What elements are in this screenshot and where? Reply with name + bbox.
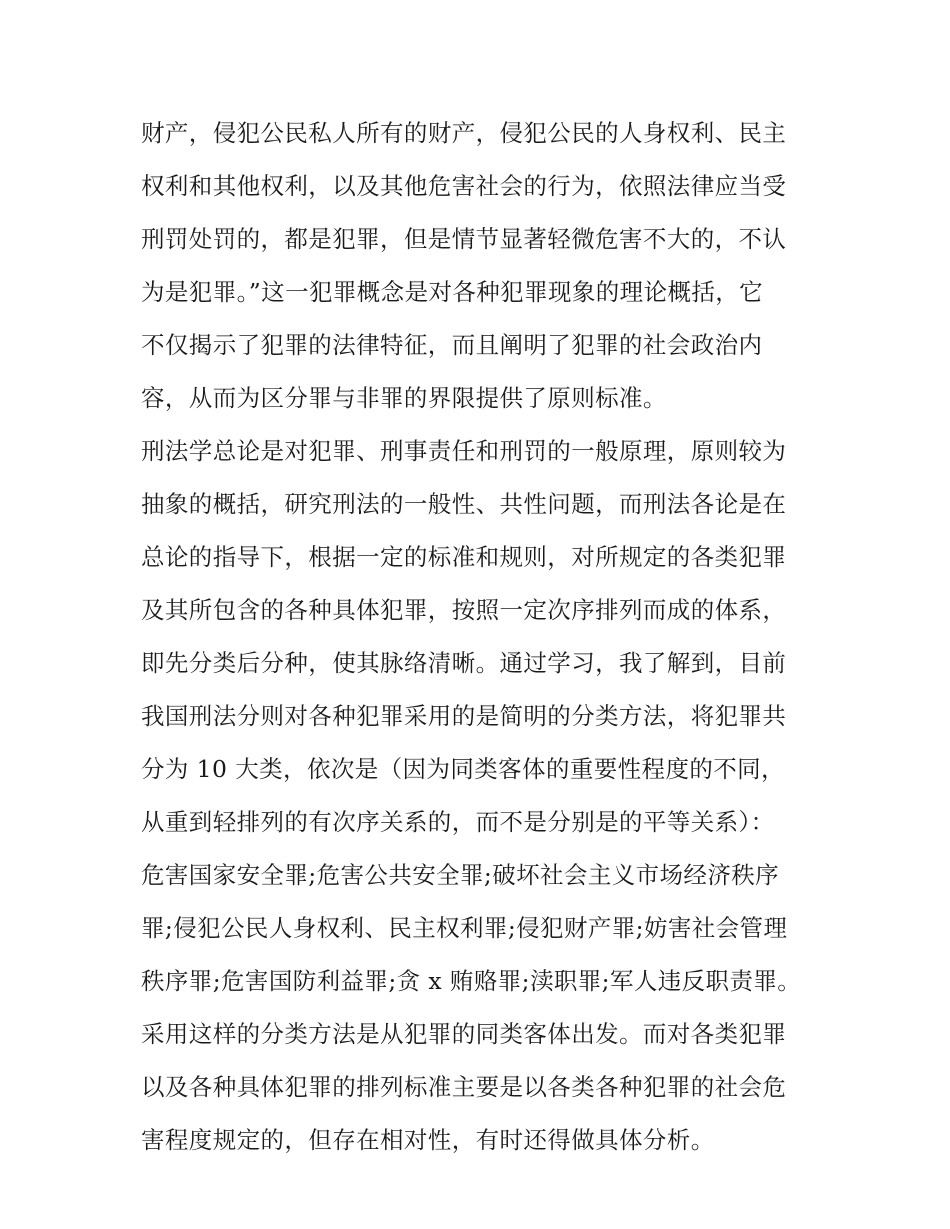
text-line: 权利和其他权利，以及其他危害社会的行为，依照法律应当受 xyxy=(141,172,787,200)
text-line: 刑法学总论是对犯罪、刑事责任和刑罚的一般原理，原则较为 xyxy=(141,437,787,465)
text-line: 采用这样的分类方法是从犯罪的同类客体出发。而对各类犯罪 xyxy=(141,1020,787,1048)
text-line: 容，从而为区分罪与非罪的界限提供了原则标准。 xyxy=(141,384,667,412)
text-line: 从重到轻排列的有次序关系的，而不是分别是的平等关系）： xyxy=(141,808,775,836)
text-line: 我国刑法分则对各种犯罪采用的是简明的分类方法，将犯罪共 xyxy=(141,702,787,730)
text-line: 总论的指导下，根据一定的标准和规则，对所规定的各类犯罪 xyxy=(141,543,787,571)
text-line: 秩序罪;危害国防利益罪;贪 x 贿赂罪;渎职罪;军人违反职责罪。 xyxy=(141,967,802,995)
text-line: 危害国家安全罪;危害公共安全罪;破坏社会主义市场经济秩序 xyxy=(141,861,780,889)
body-text xyxy=(141,107,821,1167)
text-line: 罪;侵犯公民人身权利、民主权利罪;侵犯财产罪;妨害社会管理 xyxy=(141,914,788,942)
text-line: 财产，侵犯公民私人所有的财产，侵犯公民的人身权利、民主 xyxy=(141,119,787,147)
text-line: 害程度规定的，但存在相对性，有时还得做具体分析。 xyxy=(141,1126,715,1154)
text-line: 不仅揭示了犯罪的法律特征，而且阐明了犯罪的社会政治内 xyxy=(141,331,763,359)
text-line: 为是犯罪。”这一犯罪概念是对各种犯罪现象的理论概括，它 xyxy=(141,278,764,306)
text-line: 即先分类后分种，使其脉络清晰。通过学习，我了解到，目前 xyxy=(141,649,787,677)
text-line: 及其所包含的各种具体犯罪，按照一定次序排列而成的体系， xyxy=(141,596,787,624)
text-line: 抽象的概括，研究刑法的一般性、共性问题，而刑法各论是在 xyxy=(141,490,787,518)
text-line: 刑罚处罚的，都是犯罪，但是情节显著轻微危害不大的，不认 xyxy=(141,225,787,253)
text-line: 分为 10 大类，依次是（因为同类客体的重要性程度的不同， xyxy=(141,755,785,783)
text-line: 以及各种具体犯罪的排列标准主要是以各类各种犯罪的社会危 xyxy=(141,1073,787,1101)
